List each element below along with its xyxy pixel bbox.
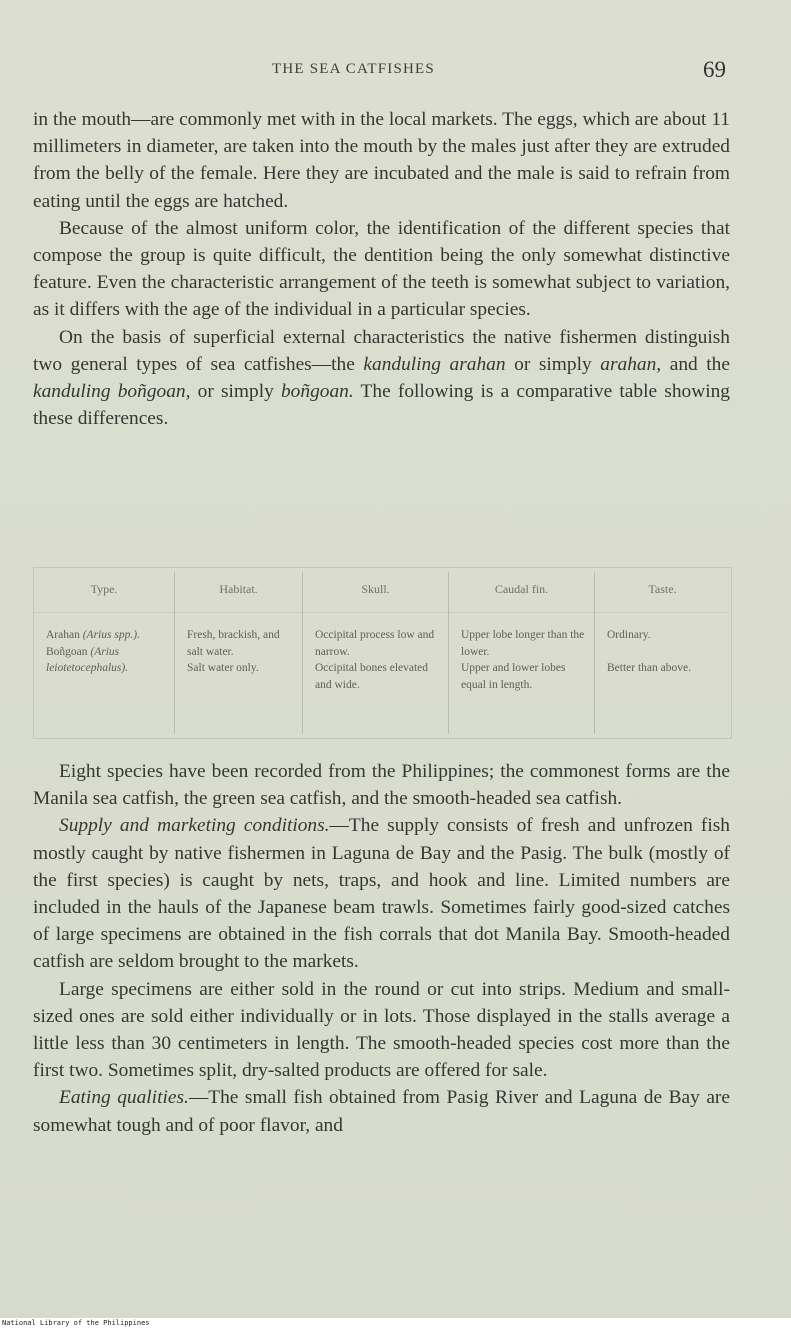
comparison-table — [33, 567, 732, 739]
type-arahan: Arahan — [46, 629, 80, 641]
term-kanduling-bongoan: kanduling boñgoan, — [33, 381, 191, 403]
supply-text: —The supply consists of fresh and unfrozen fish mostly caught by native fishermen in Laguna de Bay and the Pasig. The bulk (mostly of the first species) is caught by nets, traps, and hook and line. Limited numbers are included in the hauls of the Japanese beam trawls. Sometimes fairly good-sized catches of large specimens are obtained in the fish corrals that dot Manila Bay. Smooth-headed catfish are seldom brought to the markets. — [33, 815, 730, 973]
cell-type — [46, 627, 166, 677]
column-skull — [303, 568, 448, 738]
running-title: THE SEA CATFISHES — [272, 61, 435, 77]
paragraph-eating — [33, 1084, 730, 1138]
paragraph-native-types — [33, 324, 730, 433]
p3-text-c: or simply — [505, 353, 601, 375]
header-taste: Taste. — [648, 582, 677, 596]
caudal-bongoan: Upper and lower lobes equal in length. — [461, 662, 566, 691]
skull-bongoan: Occipital bones elevated and wide. — [315, 662, 429, 691]
habitat-bongoan: Salt water only. — [187, 662, 259, 674]
paragraph-specimens: Large specimens are either sold in the round or cut into strips. Medium and small-sized ones are sold either individually or in lots. Those displayed in the stalls average a little less than 30 centimeters in length. The smooth-headed species cost more than the first two. Sometimes split, dry-salted products are offered for sale. — [33, 978, 730, 1082]
eating-text: —The small fish obtained from Pasig River and Laguna de Bay are somewhat tough and of poor flavor, and — [33, 1087, 730, 1136]
page-number: 69 — [703, 57, 726, 82]
paragraph-eggs: in the mouth—are commonly met with in the local markets. The eggs, which are about 11 millimeters in diameter, are taken into the mouth by the males just after they are extruded from the belly of the female. Here they are incubated and the male is said to refrain from eating until the eggs are hatched. — [33, 109, 730, 212]
column-caudal-fin — [449, 568, 594, 738]
cell-skull — [315, 627, 440, 693]
skull-arahan: Occipital process low and narrow. — [315, 629, 435, 658]
p3-text-i: The following is a comparative table showing these differences. — [33, 381, 730, 430]
p3-text-a: On the basis of superficial external characteristics the native fishermen distinguish two general types of sea catfishes—the — [33, 326, 730, 375]
cell-habitat — [187, 627, 294, 677]
paragraph-species-count: Eight species have been recorded from the Philippines; the commonest forms are the Manila sea catfish, the green sea catfish, and the smooth-headed sea catfish. — [33, 761, 730, 810]
header-caudal-fin: Caudal fin. — [494, 582, 549, 596]
taste-arahan: Ordinary. — [607, 629, 651, 641]
taste-bongoan: Better than above. — [607, 662, 691, 674]
paragraph-identification: Because of the almost uniform color, the identification of the different species that compose the group is quite difficult, the dentition being the only somewhat distinctive feature. Even the characteristic arrangement of the teeth is somewhat subject to variation, as it differs with the age of the individual in a particular species. — [33, 217, 730, 321]
column-habitat — [175, 568, 302, 738]
header-skull: Skull. — [361, 582, 390, 596]
type-arahan-sci: (Arius spp.). — [82, 629, 140, 641]
paragraph-supply — [33, 812, 730, 975]
header-habitat: Habitat. — [219, 582, 258, 596]
caudal-arahan: Upper lobe longer than the lower. — [461, 629, 585, 658]
column-type — [34, 568, 174, 738]
heading-eating-qualities: Eating qualities. — [59, 1087, 189, 1109]
header-type: Type. — [90, 582, 118, 596]
type-bongoan-sci: (Arius leiotetocephalus). — [46, 645, 129, 674]
term-arahan: arahan, — [600, 353, 662, 375]
cell-taste — [607, 627, 722, 677]
library-credit: National Library of the Philippines — [2, 1319, 150, 1327]
body-text-upper — [33, 106, 730, 432]
heading-supply-marketing: Supply and marketing conditions. — [59, 815, 330, 837]
p3-text-e: and the — [661, 353, 730, 375]
column-taste — [595, 568, 730, 738]
term-bongoan: boñgoan. — [280, 381, 354, 403]
type-bongoan: Boñgoan — [46, 645, 88, 658]
term-kanduling-arahan: kanduling arahan — [363, 353, 506, 375]
p3-text-g: or simply — [190, 381, 281, 403]
habitat-arahan: Fresh, brackish, and salt water. — [187, 629, 280, 658]
body-text-lower — [33, 758, 730, 1139]
cell-caudal-fin — [461, 627, 586, 693]
